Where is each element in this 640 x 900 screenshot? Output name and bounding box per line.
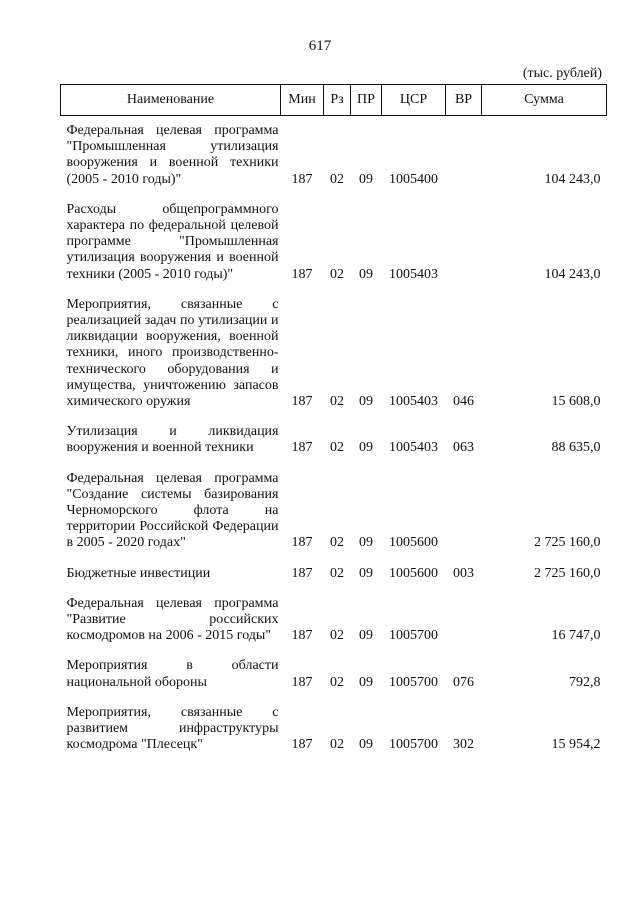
row-vr: 302: [453, 737, 474, 753]
row-pr: 09: [359, 535, 373, 551]
table-row: [61, 417, 607, 463]
row-vr: 076: [453, 674, 474, 690]
row-name: Расходы общепрограммного характера по федеральной целевой программе "Промышленная утилизация вооружения и военной техники (2005 - 2010 годы)": [66, 201, 279, 282]
table-row: [61, 116, 607, 195]
row-vr: [446, 116, 482, 195]
row-pr: 09: [359, 266, 373, 282]
row-min: 187: [291, 394, 313, 410]
table-header: [61, 85, 607, 116]
table-row: [61, 589, 607, 652]
row-sum: 2 725 160,0: [534, 535, 601, 551]
row-csr: 1005403: [389, 266, 438, 282]
row-min: 187: [291, 171, 313, 187]
row-min: 187: [291, 535, 313, 551]
row-rz: 02: [330, 394, 344, 410]
table-row: [61, 651, 607, 697]
row-pr: 09: [359, 394, 373, 410]
row-min: 187: [291, 565, 313, 581]
row-sum: 88 635,0: [551, 440, 601, 456]
row-pr: 09: [359, 737, 373, 753]
table-row: [61, 559, 607, 589]
header-vr: ВР: [446, 85, 482, 116]
row-rz: 02: [330, 674, 344, 690]
row-sum: 792,8: [569, 674, 601, 690]
row-vr: [446, 195, 482, 290]
row-name: Бюджетные инвестиции: [66, 565, 211, 581]
row-name: Федеральная целевая программа "Промышленная утилизация вооружения и военной техники (2005 - 2010 годы)": [66, 123, 279, 187]
row-name: Федеральная целевая программа "Создание системы базирования Черноморского флота на территории Российской Федерации в 2005 - 2020 годах": [66, 470, 279, 551]
row-pr: 09: [359, 440, 373, 456]
row-vr: [446, 464, 482, 559]
row-vr: 063: [453, 440, 474, 456]
units-label: (тыс. рублей): [522, 66, 602, 81]
row-vr: 003: [453, 565, 474, 581]
row-pr: 09: [359, 171, 373, 187]
header-rz: Рз: [324, 85, 351, 116]
row-min: 187: [291, 737, 313, 753]
header-name: Наименование: [61, 85, 281, 116]
row-rz: 02: [330, 535, 344, 551]
row-csr: 1005700: [389, 674, 438, 690]
table-row: [61, 464, 607, 559]
row-rz: 02: [330, 266, 344, 282]
row-sum: 104 243,0: [544, 266, 601, 282]
row-name: Мероприятия в области национальной обороны: [66, 658, 279, 690]
row-sum: 104 243,0: [544, 171, 601, 187]
row-rz: 02: [330, 440, 344, 456]
row-csr: 1005700: [389, 737, 438, 753]
row-pr: 09: [359, 628, 373, 644]
row-csr: 1005403: [389, 440, 438, 456]
row-vr: 046: [453, 394, 474, 410]
row-rz: 02: [330, 737, 344, 753]
row-sum: 15 608,0: [551, 394, 601, 410]
row-pr: 09: [359, 565, 373, 581]
row-min: 187: [291, 266, 313, 282]
row-vr: [446, 589, 482, 652]
header-sum: Сумма: [482, 85, 607, 116]
table-row: [61, 698, 607, 761]
row-sum: 15 954,2: [551, 737, 601, 753]
row-min: 187: [291, 440, 313, 456]
row-rz: 02: [330, 628, 344, 644]
row-name: Мероприятия, связанные с развитием инфраструктуры космодрома "Плесецк": [66, 704, 279, 753]
row-min: 187: [291, 628, 313, 644]
row-csr: 1005700: [389, 628, 438, 644]
table-body: [61, 116, 607, 761]
row-csr: 1005600: [389, 535, 438, 551]
row-sum: 16 747,0: [551, 628, 601, 644]
row-name: Утилизация и ликвидация вооружения и военной техники: [66, 424, 279, 456]
page-number: 617: [308, 38, 332, 54]
row-csr: 1005600: [389, 565, 438, 581]
header-csr: ЦСР: [382, 85, 446, 116]
row-rz: 02: [330, 565, 344, 581]
row-name: Мероприятия, связанные с реализацией задач по утилизации и ликвидации вооружения, военной техники, иного производственно-технического оборудования и имущества, уничтожению запасов химического оружия: [66, 296, 279, 410]
row-pr: 09: [359, 674, 373, 690]
table-row: [61, 195, 607, 290]
header-pr: ПР: [351, 85, 382, 116]
table-row: [61, 290, 607, 417]
row-name: Федеральная целевая программа "Развитие российских космодромов на 2006 - 2015 годы": [66, 595, 279, 644]
budget-table: [60, 84, 607, 761]
row-min: 187: [291, 674, 313, 690]
header-min: Мин: [281, 85, 324, 116]
row-sum: 2 725 160,0: [534, 565, 601, 581]
header-row: [61, 85, 607, 116]
row-csr: 1005403: [389, 394, 438, 410]
row-csr: 1005400: [389, 171, 438, 187]
row-rz: 02: [330, 171, 344, 187]
